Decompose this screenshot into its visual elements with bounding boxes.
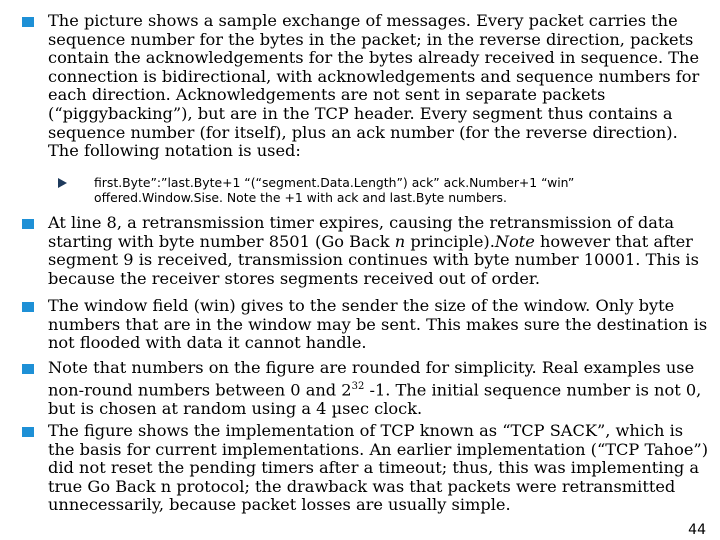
sub-bullet-line-1: first.Byte”:”last.Byte+1 “(“segment.Data.Length”) ack” ack.Number+1 “win” (94, 175, 575, 190)
sub-bullet-text (94, 175, 708, 206)
bullet-item-window (22, 297, 712, 353)
square-bullet-icon (22, 364, 34, 374)
italic-n: n (394, 231, 406, 251)
italic-note: Note (494, 231, 535, 251)
bullet-item-retransmission (22, 214, 712, 288)
text-segment: Note that numbers on the figure are rounded for simplicity. Real examples use non-round numbers between 0 and 2 (48, 358, 695, 399)
square-bullet-icon (22, 427, 34, 437)
text-segment: principle). (405, 231, 495, 251)
triangle-arrow-icon (58, 178, 67, 188)
square-bullet-icon (22, 302, 34, 312)
sub-bullet-line-2: offered.Window.Sise. Note the +1 with ack and last.Byte numbers. (94, 190, 507, 206)
sub-bullet-notation (58, 175, 708, 206)
text-segment: At line 8, a retransmission timer expires, causing the retransmission of data starting with byte number 8501 (Go Back (48, 213, 675, 251)
bullet-text: The figure shows the implementation of TCP known as “TCP SACK”, which is the basis for current implementations. An earlier implementation (“TCP Tahoe”) did not reset the pending timers after a timeout; thus, this was implementing a true Go Back n protocol; the drawback was that packets were retransmitted unnecessarily, because packet losses are usually simple. (48, 421, 709, 515)
text-segment: -1. The initial sequence number is not 0, but is chosen at random using a 4 µsec clock. (48, 379, 702, 418)
page-number: 44 (688, 522, 706, 538)
bullet-item-tcp-sack (22, 422, 712, 515)
bullet-text: The picture shows a sample exchange of messages. Every packet carries the sequence number for the bytes in the packet; in the reverse direction, packets contain the acknowledgements for the bytes already received in sequence. The connection is bidirectional, with acknowledgements and sequence numbers for each direction. Acknowledgements are not sent in separate packets (“piggybacking”), but are in the TCP header. Every segment thus contains a sequence number (for itself), plus an ack number (for the reverse direction). The following notation is used: (48, 11, 700, 161)
square-bullet-icon (22, 17, 34, 27)
bullet-item-intro (22, 12, 712, 161)
bullet-item-numbers (22, 359, 712, 418)
superscript: 32 (351, 380, 365, 392)
bullet-text: The window field (win) gives to the sender the size of the window. Only byte numbers that are in the window may be sent. This makes sure the destination is not flooded with data it cannot handle. (48, 296, 708, 353)
text-segment: however that after segment 9 is received, transmission continues with byte number 10001. This is because the receiver stores segments received out of order. (48, 231, 699, 288)
square-bullet-icon (22, 219, 34, 229)
bullet-text (48, 359, 712, 418)
bullet-text (48, 214, 712, 288)
